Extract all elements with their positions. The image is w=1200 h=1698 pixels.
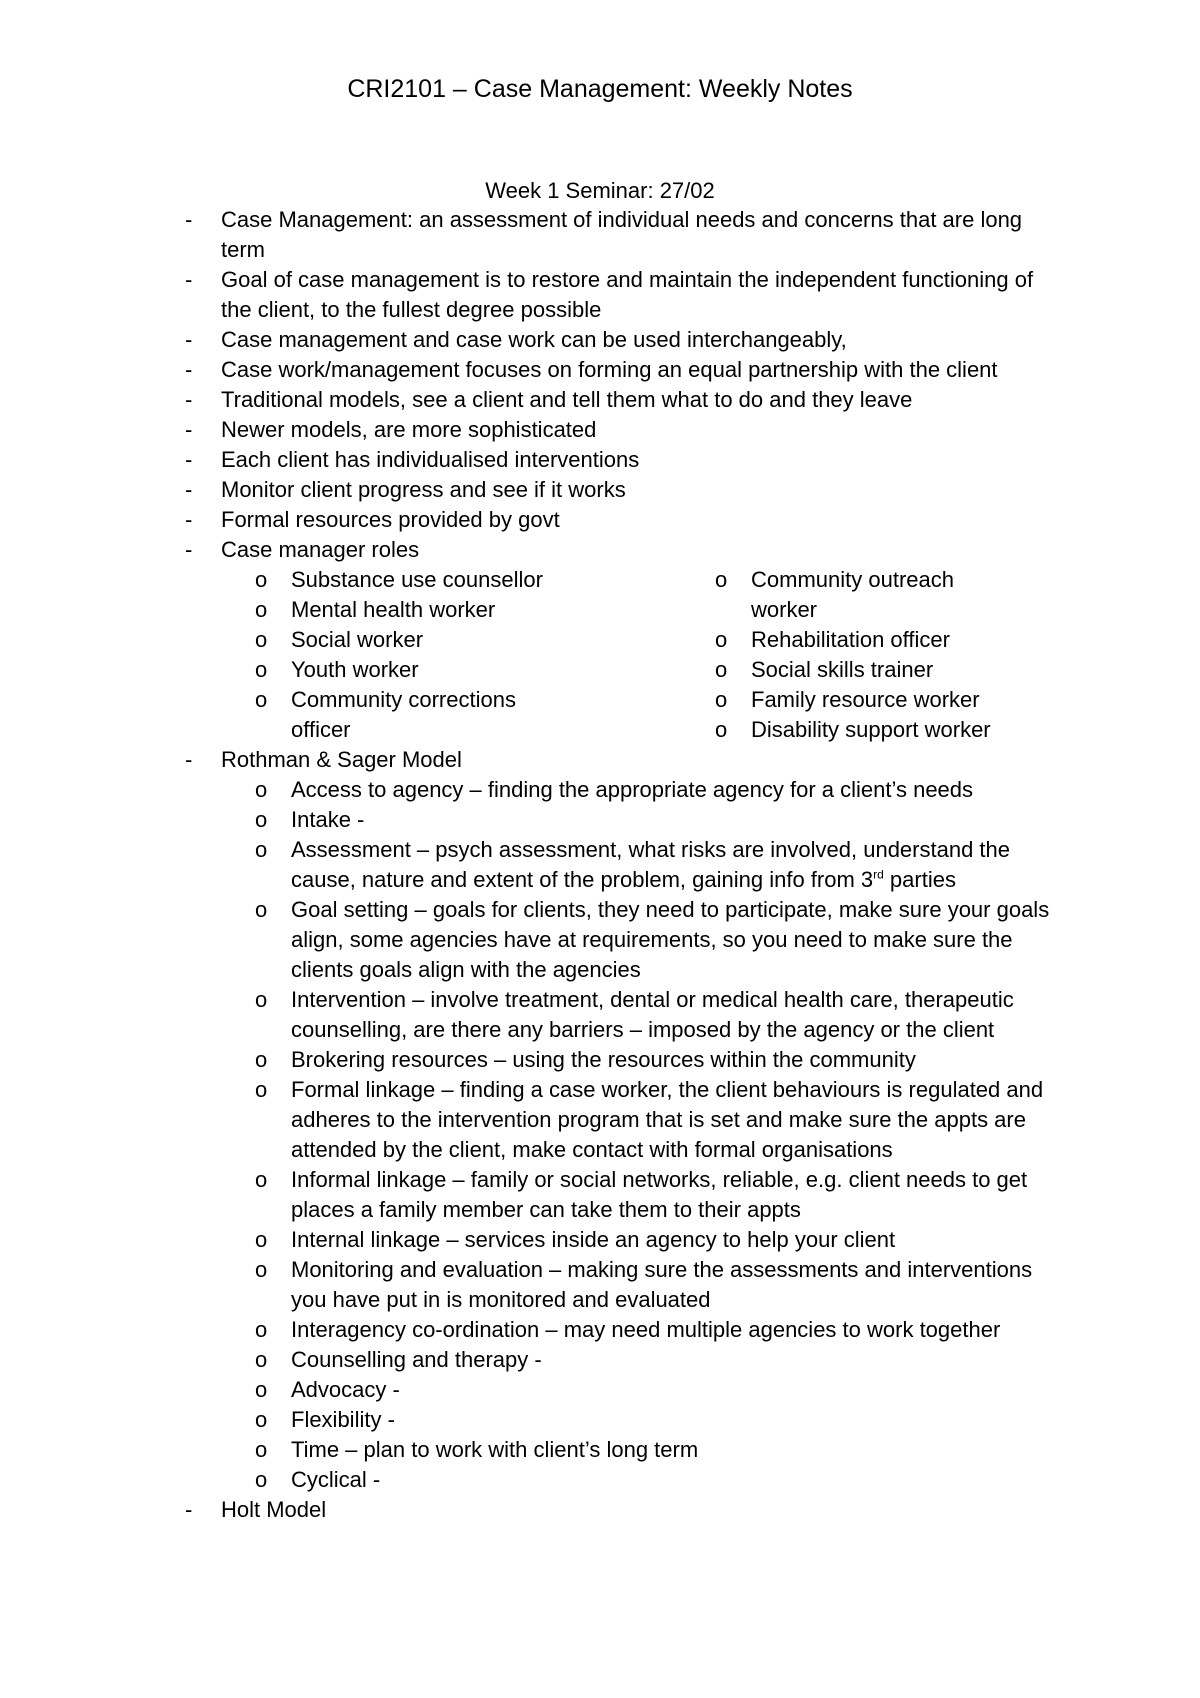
- role-text: Community corrections officer: [291, 687, 516, 742]
- role-text: Social skills trainer: [751, 657, 934, 682]
- circle-bullet: o: [255, 777, 268, 802]
- dash-bullet: -: [185, 417, 193, 442]
- rothman-item-text: Informal linkage – family or social networks, reliable, e.g. client needs to get places a family member can take them to their appts: [291, 1167, 1028, 1222]
- list-item: [255, 1405, 1065, 1435]
- circle-bullet: o: [255, 1317, 268, 1342]
- list-item: [255, 655, 715, 685]
- dash-bullet: -: [185, 267, 193, 292]
- dash-bullet: -: [185, 747, 193, 772]
- circle-bullet: o: [255, 897, 268, 922]
- roles-right-column: [715, 565, 1025, 745]
- bullet-text: Newer models, are more sophisticated: [221, 417, 597, 442]
- week-heading: Week 1 Seminar: 27/02: [485, 178, 715, 203]
- role-text: Social worker: [291, 627, 424, 652]
- bullet-text: Traditional models, see a client and tell them what to do and they leave: [221, 387, 913, 412]
- roles-left-column: [255, 565, 715, 745]
- assessment-tail-text: parties: [883, 867, 956, 892]
- role-text: Mental health worker: [291, 597, 496, 622]
- circle-bullet: o: [255, 627, 268, 652]
- bullet-text: Case work/management focuses on forming an equal partnership with the client: [221, 357, 998, 382]
- dash-bullet: -: [185, 327, 193, 352]
- list-item: [255, 835, 1065, 895]
- circle-bullet: o: [715, 567, 728, 592]
- circle-bullet: o: [715, 657, 728, 682]
- bullet-text: Monitor client progress and see if it works: [221, 477, 626, 502]
- role-text: Disability support worker: [751, 717, 991, 742]
- list-item: [185, 1495, 1065, 1525]
- rothman-items: [185, 775, 1065, 1495]
- document-title: CRI2101 – Case Management: Weekly Notes: [347, 75, 853, 103]
- rothman-item-text: Cyclical -: [291, 1467, 381, 1492]
- role-text: Family resource worker: [751, 687, 980, 712]
- dash-bullet: -: [185, 357, 193, 382]
- notes-body: [185, 205, 1065, 1525]
- list-item: [185, 355, 1065, 385]
- list-item: [715, 685, 1025, 715]
- list-item: [255, 685, 715, 745]
- circle-bullet: o: [255, 807, 268, 832]
- circle-bullet: o: [255, 1347, 268, 1372]
- circle-bullet: o: [255, 987, 268, 1012]
- role-text: Youth worker: [291, 657, 419, 682]
- circle-bullet: o: [715, 717, 728, 742]
- circle-bullet: o: [255, 1257, 268, 1282]
- role-text: Community outreach worker: [751, 567, 954, 622]
- role-text: Rehabilitation officer: [751, 627, 950, 652]
- rothman-item-text: Intervention – involve treatment, dental or medical health care, therapeutic counselling, are there any barriers – imposed by the agency or the client: [291, 987, 1014, 1042]
- list-item: [255, 775, 1065, 805]
- circle-bullet: o: [255, 1407, 268, 1432]
- list-item: [185, 445, 1065, 475]
- list-item: [715, 655, 1025, 685]
- list-item: [255, 805, 1065, 835]
- rothman-item-text: Counselling and therapy -: [291, 1347, 542, 1372]
- list-item: [255, 1075, 1065, 1165]
- circle-bullet: o: [255, 1437, 268, 1462]
- bullet-text: Case Management: an assessment of individual needs and concerns that are long term: [221, 207, 1023, 262]
- rothman-item-text: [291, 835, 1065, 895]
- circle-bullet: o: [255, 1047, 268, 1072]
- rothman-item-text: Flexibility -: [291, 1407, 395, 1432]
- list-item: [715, 625, 1025, 655]
- circle-bullet: o: [715, 687, 728, 712]
- assessment-main-text: Assessment – psych assessment, what risks are involved, understand the cause, nature and extent of the problem, gaining info from 3: [291, 837, 1011, 892]
- list-item: [255, 1165, 1065, 1225]
- role-text: Substance use counsellor: [291, 567, 543, 592]
- list-item: [255, 1435, 1065, 1465]
- rothman-item-text: Formal linkage – finding a case worker, the client behaviours is regulated and adheres to the intervention program that is set and make sure the appts are attended by the client, make contact with formal organisations: [291, 1077, 1044, 1162]
- dash-bullet: -: [185, 507, 193, 532]
- dash-bullet: -: [185, 447, 193, 472]
- rothman-item-text: Advocacy -: [291, 1377, 400, 1402]
- list-item: [185, 385, 1065, 415]
- circle-bullet: o: [715, 627, 728, 652]
- list-item: [185, 205, 1065, 265]
- list-item: [185, 415, 1065, 445]
- case-manager-roles: [185, 565, 1065, 745]
- circle-bullet: o: [255, 837, 268, 862]
- circle-bullet: o: [255, 1467, 268, 1492]
- rothman-item-text: Intake -: [291, 807, 365, 832]
- rothman-item-text: Goal setting – goals for clients, they need to participate, make sure your goals align, some agencies have at requirements, so you need to make sure the clients goals align with the agencies: [291, 897, 1050, 982]
- rothman-item-text: Brokering resources – using the resources within the community: [291, 1047, 916, 1072]
- list-item: [715, 565, 1025, 625]
- dash-bullet: -: [185, 537, 193, 562]
- list-item: [255, 1345, 1065, 1375]
- list-item: [255, 1315, 1065, 1345]
- list-item: [185, 325, 1065, 355]
- holt-heading: Holt Model: [221, 1497, 327, 1522]
- bullet-text: Each client has individualised interventions: [221, 447, 640, 472]
- list-item: [255, 1465, 1065, 1495]
- circle-bullet: o: [255, 567, 268, 592]
- bullet-text: Formal resources provided by govt: [221, 507, 560, 532]
- dash-bullet: -: [185, 477, 193, 502]
- circle-bullet: o: [255, 1227, 268, 1252]
- list-item: [255, 1375, 1065, 1405]
- list-item: [255, 565, 715, 595]
- bullet-text: Case manager roles: [221, 537, 420, 562]
- bullet-text: Case management and case work can be used interchangeably,: [221, 327, 847, 352]
- list-item: [185, 475, 1065, 505]
- list-item: [255, 1225, 1065, 1255]
- circle-bullet: o: [255, 657, 268, 682]
- rothman-item-text: Internal linkage – services inside an agency to help your client: [291, 1227, 896, 1252]
- list-item: [185, 535, 1065, 565]
- circle-bullet: o: [255, 1377, 268, 1402]
- rothman-item-text: Monitoring and evaluation – making sure the assessments and interventions you have put in is monitored and evaluated: [291, 1257, 1033, 1312]
- assessment-superscript: rd: [873, 867, 884, 882]
- list-item: [185, 745, 1065, 775]
- list-item: [255, 1045, 1065, 1075]
- rothman-item-text: Access to agency – finding the appropriate agency for a client’s needs: [291, 777, 974, 802]
- list-item: [185, 505, 1065, 535]
- list-item: [715, 715, 1025, 745]
- rothman-heading: Rothman & Sager Model: [221, 747, 462, 772]
- list-item: [255, 625, 715, 655]
- circle-bullet: o: [255, 1167, 268, 1192]
- circle-bullet: o: [255, 597, 268, 622]
- list-item: [185, 265, 1065, 325]
- dash-bullet: -: [185, 1497, 193, 1522]
- list-item: [255, 595, 715, 625]
- list-item: [255, 985, 1065, 1045]
- circle-bullet: o: [255, 1077, 268, 1102]
- list-item: [255, 1255, 1065, 1315]
- bullet-text: Goal of case management is to restore and maintain the independent functioning of the client, to the fullest degree possible: [221, 267, 1034, 322]
- dash-bullet: -: [185, 387, 193, 412]
- list-item: [255, 895, 1065, 985]
- circle-bullet: o: [255, 687, 268, 712]
- rothman-item-text: Interagency co-ordination – may need multiple agencies to work together: [291, 1317, 1001, 1342]
- rothman-item-text: Time – plan to work with client’s long term: [291, 1437, 699, 1462]
- dash-bullet: -: [185, 207, 193, 232]
